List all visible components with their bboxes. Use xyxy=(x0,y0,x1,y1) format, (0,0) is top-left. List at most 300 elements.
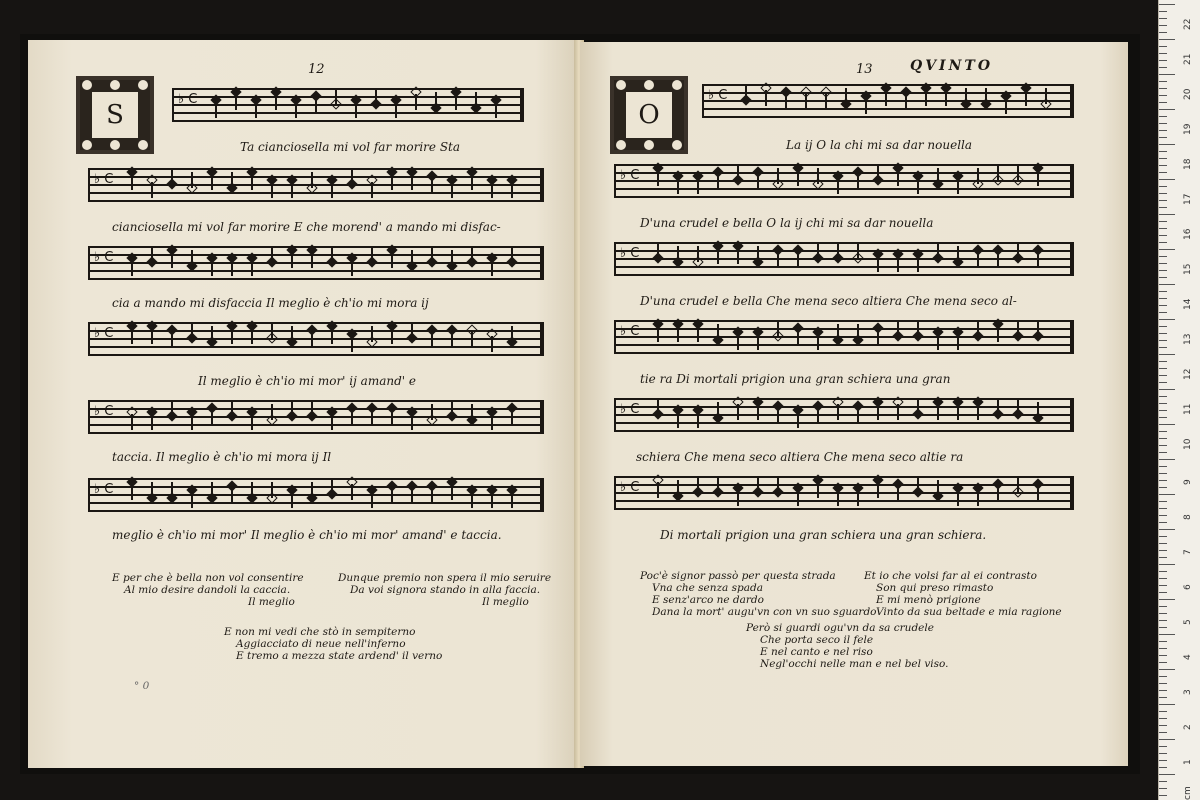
note-stem xyxy=(957,178,959,194)
note-stem xyxy=(151,482,153,498)
note-stem xyxy=(1017,398,1019,414)
ruler-tick xyxy=(1159,613,1167,614)
ruler-tick xyxy=(1159,641,1167,642)
note-stem xyxy=(491,414,493,430)
note-stem xyxy=(451,400,453,416)
note-stem xyxy=(151,182,153,198)
ruler-tick xyxy=(1159,606,1167,607)
note-stem xyxy=(765,90,767,106)
note-stem xyxy=(375,88,377,104)
note-stem xyxy=(411,250,413,266)
note-stem xyxy=(957,246,959,262)
ruler-tick xyxy=(1159,501,1167,502)
note-stem xyxy=(917,256,919,272)
note-stem xyxy=(411,322,413,338)
staff-line xyxy=(88,192,544,194)
ruler-tick xyxy=(1159,361,1167,362)
note-stem xyxy=(737,490,739,506)
barline xyxy=(88,400,90,434)
note-stem xyxy=(451,484,453,500)
barline-end xyxy=(520,88,524,122)
note-stem xyxy=(1025,90,1027,106)
note-stem xyxy=(817,334,819,350)
verse-line: E non mi vedi che stò in sempiterno xyxy=(224,626,416,638)
ruler-tick xyxy=(1159,459,1175,460)
ruler-tick xyxy=(1159,473,1167,474)
ornament-icon xyxy=(138,80,148,90)
note-stem xyxy=(717,248,719,264)
note-stem xyxy=(191,492,193,508)
note-stem xyxy=(857,174,859,190)
note-stem xyxy=(957,334,959,350)
staff-line xyxy=(88,478,544,480)
verse-block xyxy=(640,570,877,618)
note-stem xyxy=(311,252,313,268)
note-stem xyxy=(777,168,779,184)
left-page xyxy=(28,40,580,768)
ruler-number: 18 xyxy=(1183,158,1193,170)
ruler-tick xyxy=(1159,767,1167,768)
clef-icon: ♭ C xyxy=(94,404,114,419)
initial-letter-s xyxy=(76,76,154,154)
note-stem xyxy=(845,88,847,104)
note-stem xyxy=(1017,320,1019,336)
note-stem xyxy=(977,404,979,420)
note-stem xyxy=(291,182,293,198)
staff-line xyxy=(614,414,1074,416)
note-stem xyxy=(1005,98,1007,114)
verse-line: E per che è bella non vol consentire xyxy=(112,572,304,584)
note-stem xyxy=(291,400,293,416)
ornament-icon xyxy=(616,140,626,150)
note-stem xyxy=(677,246,679,262)
note-stem xyxy=(757,476,759,492)
music-staff xyxy=(172,88,524,128)
barline xyxy=(88,322,90,356)
note-stem xyxy=(231,488,233,504)
staff-line xyxy=(702,92,1074,94)
ruler-tick xyxy=(1159,676,1167,677)
note-stem xyxy=(877,330,879,346)
ruler-tick xyxy=(1159,655,1167,656)
ruler-tick xyxy=(1159,95,1167,96)
ruler-tick xyxy=(1159,494,1175,495)
note-stem xyxy=(211,326,213,342)
music-staff xyxy=(614,164,1074,204)
clef-icon: ♭ C xyxy=(620,480,640,495)
staff-line xyxy=(614,484,1074,486)
note-stem xyxy=(311,172,313,188)
barline xyxy=(172,88,174,122)
note-stem xyxy=(431,178,433,194)
initial-letter: O xyxy=(626,92,672,138)
staff-line xyxy=(88,278,544,280)
barline xyxy=(614,164,616,198)
ruler-tick xyxy=(1159,256,1167,257)
note-stem xyxy=(657,326,659,342)
ruler-number: 6 xyxy=(1183,584,1193,590)
verse-line: Dunque premio non spera il mio seruire xyxy=(338,572,552,584)
note-stem xyxy=(351,410,353,426)
note-stem xyxy=(917,398,919,414)
ornament-icon xyxy=(138,140,148,150)
ruler-number: 10 xyxy=(1183,438,1193,450)
note-stem xyxy=(335,88,337,104)
note-stem xyxy=(271,246,273,262)
ruler-tick xyxy=(1159,648,1167,649)
note-stem xyxy=(797,330,799,346)
note-stem xyxy=(251,482,253,498)
note-stem xyxy=(837,242,839,258)
note-stem xyxy=(371,182,373,198)
ruler-tick xyxy=(1159,25,1167,26)
ruler-tick xyxy=(1159,74,1175,75)
note-stem xyxy=(371,326,373,342)
ruler-tick xyxy=(1159,396,1167,397)
ruler-number: 8 xyxy=(1183,514,1193,520)
ruler-tick xyxy=(1159,634,1175,635)
staff-line xyxy=(614,196,1074,198)
note-stem xyxy=(151,414,153,430)
measurement-ruler xyxy=(1158,0,1200,800)
staff-line xyxy=(702,116,1074,118)
ruler-tick xyxy=(1159,438,1167,439)
note-stem xyxy=(411,414,413,430)
note-stem xyxy=(897,486,899,502)
ruler-tick xyxy=(1159,200,1167,201)
note-stem xyxy=(411,488,413,504)
note-stem xyxy=(717,476,719,492)
note-stem xyxy=(777,252,779,268)
ruler-tick xyxy=(1159,711,1167,712)
initial-letter-o xyxy=(610,76,688,154)
staff-line xyxy=(88,510,544,512)
note-stem xyxy=(435,92,437,108)
note-stem xyxy=(391,252,393,268)
note-stem xyxy=(1037,402,1039,418)
note-stem xyxy=(997,486,999,502)
note-stem xyxy=(171,400,173,416)
staff-line xyxy=(614,476,1074,478)
ruler-tick xyxy=(1159,130,1167,131)
note-stem xyxy=(271,182,273,198)
note-stem xyxy=(925,90,927,106)
ruler-number: 7 xyxy=(1183,549,1193,555)
staff-line xyxy=(88,408,544,410)
ruler-tick xyxy=(1159,116,1167,117)
note-stem xyxy=(965,88,967,104)
ruler-tick xyxy=(1159,788,1167,789)
ruler-number: 1 xyxy=(1183,759,1193,765)
ruler-tick xyxy=(1159,466,1167,467)
clef-icon: ♭ C xyxy=(178,92,198,107)
note-stem xyxy=(511,410,513,426)
verse-line: Dana la mort' augu'vn con vn suo sguardo xyxy=(652,606,877,618)
verse-block xyxy=(864,570,1062,618)
barline-end xyxy=(540,478,544,512)
ruler-tick xyxy=(1159,179,1175,180)
staff-line xyxy=(172,120,524,122)
barline-end xyxy=(1070,164,1074,198)
note-stem xyxy=(431,332,433,348)
note-stem xyxy=(797,252,799,268)
ruler-tick xyxy=(1159,669,1175,670)
note-stem xyxy=(431,488,433,504)
ruler-tick xyxy=(1159,123,1167,124)
note-stem xyxy=(471,404,473,420)
note-stem xyxy=(817,408,819,424)
staff-line xyxy=(88,424,544,426)
clef-icon: ♭ C xyxy=(620,324,640,339)
note-stem xyxy=(697,412,699,428)
music-staff xyxy=(614,242,1074,282)
verse-line: Da voi signora stando in alla faccia. xyxy=(350,584,541,596)
music-staff xyxy=(88,478,544,518)
music-staff xyxy=(614,476,1074,516)
ruler-tick xyxy=(1159,11,1167,12)
note-stem xyxy=(797,412,799,428)
verse-line: Et io che volsi far al ei contrasto xyxy=(864,570,1037,582)
staff-line xyxy=(614,188,1074,190)
ruler-tick xyxy=(1159,774,1175,775)
note-stem xyxy=(1037,252,1039,268)
ruler-tick xyxy=(1159,67,1167,68)
note-stem xyxy=(897,170,899,186)
note-stem xyxy=(837,178,839,194)
footer-mark: ° 0 xyxy=(134,680,150,692)
staff-line xyxy=(88,502,544,504)
ruler-tick xyxy=(1159,417,1167,418)
ruler-tick xyxy=(1159,760,1167,761)
note-stem xyxy=(475,92,477,108)
note-stem xyxy=(817,168,819,184)
lyric-line: D'una crudel e bella Che mena seco altiera Che mena seco al- xyxy=(640,294,1017,308)
lyric-line: cia a mando mi disfaccia Il meglio è ch'io mi mora ij xyxy=(112,296,429,310)
staff-line xyxy=(172,112,524,114)
ruler-tick xyxy=(1159,592,1167,593)
note-stem xyxy=(471,492,473,508)
staff-line xyxy=(614,172,1074,174)
note-stem xyxy=(837,324,839,340)
ruler-tick xyxy=(1159,46,1167,47)
lyric-line: tie ra Di mortali prigion una gran schiera una gran xyxy=(640,372,951,386)
clef-icon: ♭ C xyxy=(94,482,114,497)
note-stem xyxy=(231,172,233,188)
note-stem xyxy=(937,404,939,420)
staff-line xyxy=(614,430,1074,432)
note-stem xyxy=(311,400,313,416)
note-stem xyxy=(391,488,393,504)
part-header: QVINTO xyxy=(910,58,994,74)
note-stem xyxy=(1017,242,1019,258)
ruler-tick xyxy=(1159,529,1175,530)
staff-line xyxy=(614,320,1074,322)
note-stem xyxy=(805,94,807,110)
note-stem xyxy=(825,94,827,110)
ruler-tick xyxy=(1159,690,1167,691)
staff-line xyxy=(614,274,1074,276)
staff-line xyxy=(172,88,524,90)
barline-end xyxy=(1070,242,1074,276)
note-stem xyxy=(937,480,939,496)
note-stem xyxy=(151,246,153,262)
ruler-tick xyxy=(1159,186,1167,187)
note-stem xyxy=(331,182,333,198)
staff-line xyxy=(614,164,1074,166)
note-stem xyxy=(511,492,513,508)
ruler-number: 12 xyxy=(1183,368,1193,380)
barline-end xyxy=(1070,398,1074,432)
note-stem xyxy=(997,398,999,414)
note-stem xyxy=(657,170,659,186)
staff-line xyxy=(702,100,1074,102)
note-stem xyxy=(737,164,739,180)
staff-line xyxy=(614,406,1074,408)
ruler-tick xyxy=(1159,781,1167,782)
ruler-tick xyxy=(1159,683,1167,684)
note-stem xyxy=(371,246,373,262)
note-stem xyxy=(451,332,453,348)
music-staff xyxy=(88,168,544,208)
ruler-tick xyxy=(1159,81,1167,82)
verse-line: Il meglio xyxy=(248,596,295,608)
note-stem xyxy=(291,326,293,342)
ruler-tick xyxy=(1159,32,1167,33)
note-stem xyxy=(1017,476,1019,492)
note-stem xyxy=(777,408,779,424)
ruler-tick xyxy=(1159,137,1167,138)
note-stem xyxy=(837,404,839,420)
note-stem xyxy=(737,334,739,350)
note-stem xyxy=(657,242,659,258)
ruler-tick xyxy=(1159,431,1167,432)
ruler-number: 3 xyxy=(1183,689,1193,695)
lyric-line: La ij O la chi mi sa dar nouella xyxy=(786,138,973,152)
barline-end xyxy=(1070,84,1074,118)
note-stem xyxy=(511,326,513,342)
note-stem xyxy=(977,490,979,506)
note-stem xyxy=(271,322,273,338)
staff-line xyxy=(614,336,1074,338)
ruler-tick xyxy=(1159,487,1167,488)
ruler-tick xyxy=(1159,284,1175,285)
ruler-tick xyxy=(1159,585,1167,586)
ruler-tick xyxy=(1159,249,1175,250)
barline-end xyxy=(1070,476,1074,510)
ruler-tick xyxy=(1159,333,1167,334)
ruler-tick xyxy=(1159,4,1175,5)
note-stem xyxy=(415,94,417,110)
note-stem xyxy=(785,94,787,110)
ruler-tick xyxy=(1159,109,1175,110)
ruler-tick xyxy=(1159,270,1167,271)
clef-icon: ♭ C xyxy=(620,168,640,183)
note-stem xyxy=(677,326,679,342)
ruler-tick xyxy=(1159,410,1167,411)
note-stem xyxy=(865,98,867,114)
staff-line xyxy=(614,500,1074,502)
ruler-tick xyxy=(1159,263,1167,264)
note-stem xyxy=(677,480,679,496)
barline xyxy=(614,398,616,432)
ruler-number: 19 xyxy=(1183,123,1193,135)
note-stem xyxy=(191,414,193,430)
note-stem xyxy=(251,174,253,190)
barline xyxy=(88,246,90,280)
note-stem xyxy=(885,90,887,106)
note-stem xyxy=(371,492,373,508)
note-stem xyxy=(491,492,493,508)
music-staff xyxy=(88,322,544,362)
note-stem xyxy=(697,326,699,342)
music-staff xyxy=(614,398,1074,438)
note-stem xyxy=(1037,170,1039,186)
barline-end xyxy=(1070,320,1074,354)
verse-block xyxy=(746,622,948,670)
note-stem xyxy=(351,336,353,352)
note-stem xyxy=(697,476,699,492)
note-stem xyxy=(455,94,457,110)
ruler-tick xyxy=(1159,207,1167,208)
note-stem xyxy=(235,94,237,110)
ruler-number: 22 xyxy=(1183,18,1193,30)
ornament-icon xyxy=(672,80,682,90)
verse-line: Poc'è signor passò per questa strada xyxy=(640,570,836,582)
ruler-tick xyxy=(1159,221,1167,222)
staff-line xyxy=(614,422,1074,424)
barline xyxy=(614,476,616,510)
note-stem xyxy=(251,414,253,430)
ruler-tick xyxy=(1159,144,1175,145)
note-stem xyxy=(395,102,397,118)
note-stem xyxy=(491,182,493,198)
barline-end xyxy=(540,400,544,434)
ruler-tick xyxy=(1159,522,1167,523)
ruler-tick xyxy=(1159,557,1167,558)
note-stem xyxy=(857,408,859,424)
note-stem xyxy=(797,490,799,506)
verse-line: E senz'arco ne dardo xyxy=(652,594,764,606)
staff-line xyxy=(614,344,1074,346)
note-stem xyxy=(271,404,273,420)
ruler-tick xyxy=(1159,305,1167,306)
staff-line xyxy=(88,346,544,348)
music-staff xyxy=(88,400,544,440)
barline xyxy=(702,84,704,118)
ruler-tick xyxy=(1159,242,1167,243)
note-stem xyxy=(897,256,899,272)
note-stem xyxy=(977,320,979,336)
ruler-tick xyxy=(1159,697,1167,698)
ruler-tick xyxy=(1159,375,1167,376)
note-stem xyxy=(351,484,353,500)
note-stem xyxy=(757,334,759,350)
ruler-tick xyxy=(1159,718,1167,719)
staff-line xyxy=(614,266,1074,268)
ruler-tick xyxy=(1159,326,1167,327)
verse-block xyxy=(338,572,551,608)
ruler-tick xyxy=(1159,277,1167,278)
note-stem xyxy=(451,182,453,198)
verse-line: E mi menò prigione xyxy=(876,594,981,606)
ruler-tick xyxy=(1159,536,1167,537)
ruler-tick xyxy=(1159,312,1167,313)
ruler-tick xyxy=(1159,158,1167,159)
clef-icon: ♭ C xyxy=(620,246,640,261)
barline xyxy=(88,478,90,512)
staff-line xyxy=(88,270,544,272)
note-stem xyxy=(231,260,233,276)
